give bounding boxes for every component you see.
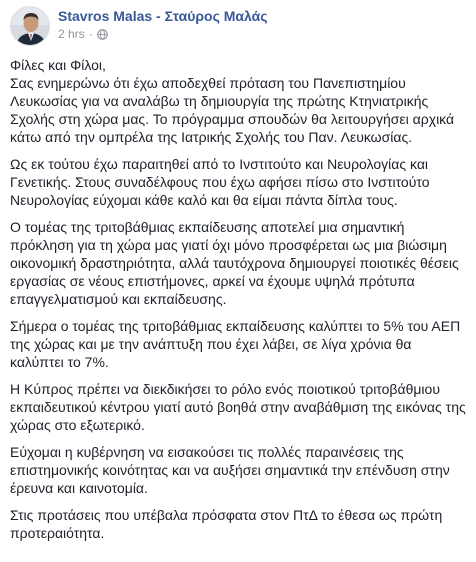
post-paragraph: Ως εκ τούτου έχω παραιτηθεί από το Ινστιτούτο και Νευρολογίας και Γενετικής. Στους συναδέλφους που έχω αφήσει πίσω στο Ινστιτούτο Νευρολογίας εύχομαι κάθε καλό και θα είμαι πάντα δίπλα τους. (10, 156, 430, 208)
post-paragraph: Στις προτάσεις που υπέβαλα πρόσφατα στον ΠτΔ το έθεσα ως πρώτη προτεραιότητα. (10, 507, 443, 541)
post-paragraph: Φίλες και Φίλοι, (10, 57, 106, 73)
profile-photo-icon (11, 7, 50, 46)
post-body (10, 56, 466, 551)
post-paragraph: Σήμερα ο τομέας της τριτοβάθμιας εκπαίδευσης καλύπτει το 5% του ΑΕΠ της χώρας και με την ανάπτυξη που έχει λάβει, σε λίγα χρόνια θα καλύπτει το 7%. (10, 318, 461, 370)
post-timestamp[interactable]: 2 hrs (58, 27, 85, 41)
post-subline (58, 27, 268, 41)
separator-dot: · (88, 27, 93, 41)
avatar[interactable] (10, 6, 50, 46)
post-paragraph: Εύχομαι η κυβέρνηση να εισακούσει τις πολλές παραινέσεις της επιστημονικής κοινότητας και να αυξήσει σημαντικά την επένδυση στην έρευνα και καινοτομία. (10, 444, 450, 496)
globe-icon[interactable] (97, 29, 108, 40)
post-header (10, 6, 268, 46)
post-meta (58, 7, 268, 41)
post-paragraph: Ο τομέας της τριτοβάθμιας εκπαίδευσης αποτελεί μια σημαντική πρόκληση για τη χώρα μας γιατί όχι μόνο προσφέρεται ως μια βιώσιμη οικονομική δραστηριότητα, αλλά ταυτόχρονα δημιουργεί ποιοτικές θέσεις εργασίας σε νέους επιστήμονες, αρκεί να έχουμε υψηλά πρότυπα επαγγελματισμού και εκπαίδευσης. (10, 219, 459, 307)
post-paragraph: Σας ενημερώνω ότι έχω αποδεχθεί πρόταση του Πανεπιστημίου Λευκωσίας για να αναλάβω τη δημιουργία της πρώτης Κτηνιατρικής Σχολής στη χώρα μας. Το πρόγραμμα σπουδών θα λειτουργήσει αρχικά κάτω από την ομπρέλα της Ιατρικής Σχολής του Παν. Λευκωσίας. (10, 75, 455, 145)
post-paragraph: Η Κύπρος πρέπει να διεκδικήσει το ρόλο ενός ποιοτικού τριτοβάθμιου εκπαιδευτικού κέντρου γιατί αυτό βοηθά στην αναβάθμιση της εικόνας της χώρας στο εξωτερικό. (10, 381, 466, 433)
author-name[interactable]: Stavros Malas - Σταύρος Μαλάς (58, 8, 268, 24)
